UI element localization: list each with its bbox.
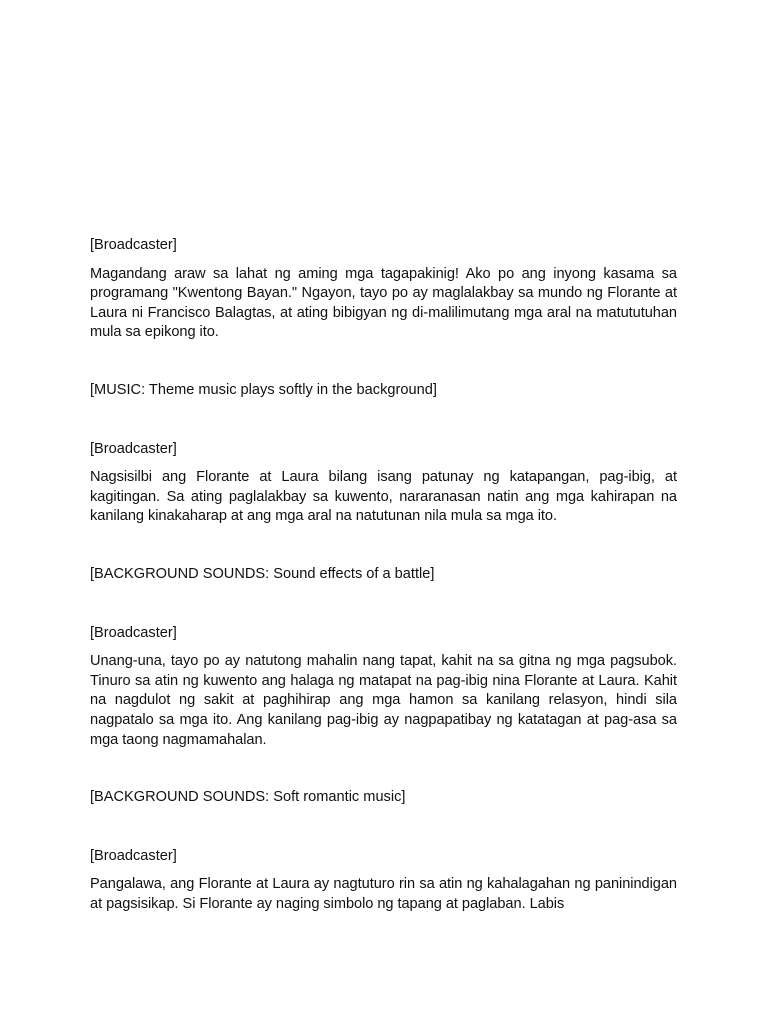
speaker-label: [Broadcaster]: [90, 440, 177, 457]
spacer: [90, 343, 677, 381]
spacer: [90, 808, 677, 847]
paragraph: Unang-una, tayo po ay natutong mahalin nang tapat, kahit na sa gitna ng mga pagsubok. Tinuro sa atin ng kuwento ang halaga ng matapat na pag-ibig nina Florante at Laura. Kahit na nagdulot ng sakit at paghihirap ang mga hamon sa kanilang relasyon, hindi sila nagpatalo sa mga ito. Ang kanilang pag-ibig ay nagpapatibay ng katatagan at pag-asa sa mga taong nagmamahalan.: [90, 653, 677, 748]
script-body: [90, 236, 677, 914]
paragraph: Magandang araw sa lahat ng aming mga tagapakinig! Ako po ang inyong kasama sa programang "Kwentong Bayan." Ngayon, tayo po ay maglalakbay sa mundo ng Florante at Laura ni Francisco Balagtas, at ating bibigyan ng di-malilimutang mga aral na matututuhan mula sa epikong ito.: [90, 265, 677, 341]
sound-cue: [BACKGROUND SOUNDS: Soft romantic music]: [90, 789, 406, 806]
speaker-label: [Broadcaster]: [90, 847, 177, 864]
sound-cue: [BACKGROUND SOUNDS: Sound effects of a battle]: [90, 565, 435, 582]
spacer: [90, 401, 677, 440]
spacer: [90, 585, 677, 624]
paragraph: Pangalawa, ang Florante at Laura ay nagtuturo rin sa atin ng kahalagahan ng paninindigan at pagsisikap. Si Florante ay naging simbolo ng tapang at paglaban. Labis: [90, 876, 677, 912]
spacer: [90, 750, 677, 788]
spacer: [90, 527, 677, 565]
paragraph: Nagsisilbi ang Florante at Laura bilang isang patunay ng katapangan, pag-ibig, at kagitingan. Sa ating paglalakbay sa kuwento, nararanasan natin ang mga kahirapan na kanilang kinakaharap at ang mga aral na natutunan nila mula sa mga ito.: [90, 469, 677, 525]
music-cue: [MUSIC: Theme music plays softly in the background]: [90, 381, 437, 398]
speaker-label: [Broadcaster]: [90, 237, 177, 253]
speaker-label: [Broadcaster]: [90, 624, 177, 641]
